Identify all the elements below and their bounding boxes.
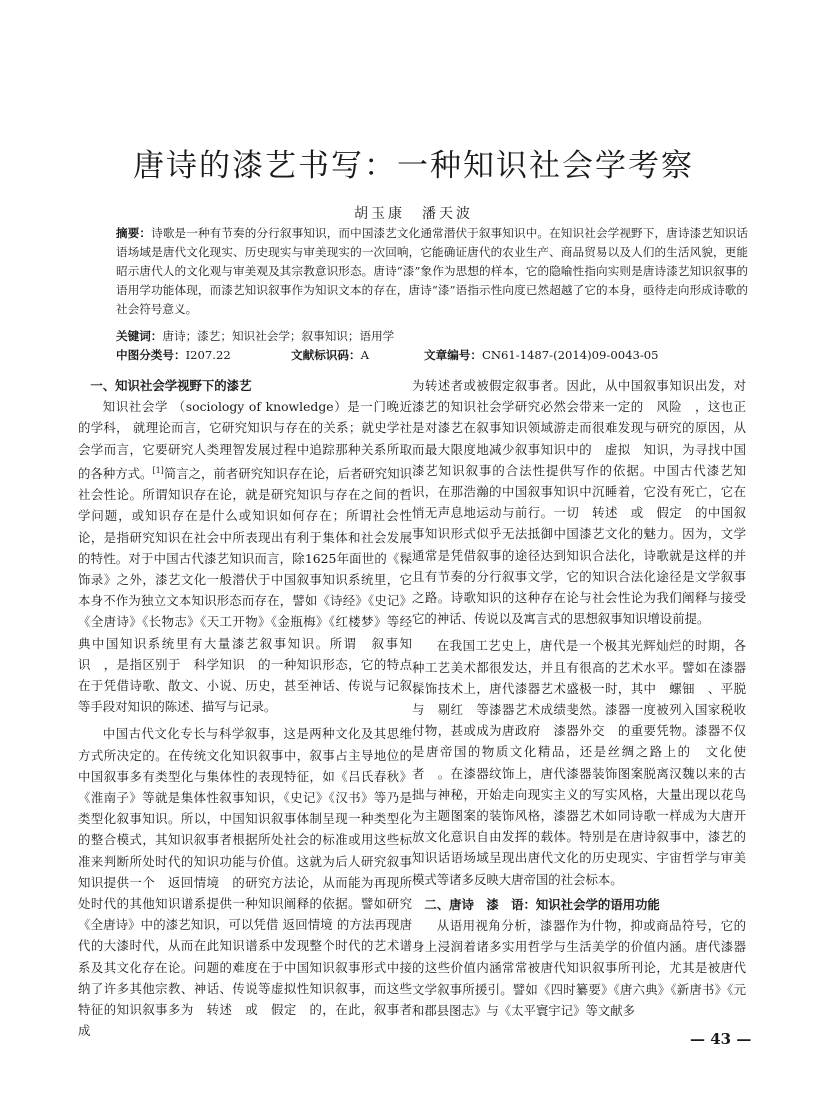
left-paragraph-2: 中国古代文化专长与科学叙事，这是两种文化及其思维方式所决定的。在传统文化知识叙事中，叙事占主导地位的中国叙事多有类型化与集体性的表现特征，如《吕氏春秋》《淮南子》等就是集体性叙事知识，《史记》《汉书》等乃是类型化叙事知识。所以，中国知识叙事体制呈现一种类型化的整合模式，其知识叙事者根据所处社会的标准或用这些标准来判断所处时代的知识功能与价值。这就为后人研究叙事知识提供一个 返回情境 的研究方法论，从而能为再现所处时代的其他知识谱系提供一种知识阐释的依据。譬如研究《全唐诗》中的漆艺知识，可以凭借 返回情境 的方法再现唐代的大漆时代，从而在此知识谱系中发现整个时代的艺术谱系及其文化存在论。问题的难度在于中国知识叙事形式中接纳了许多其他宗教、神话、传说等虚拟性知识叙事，而这些特征的知识叙事多为 转述 或 假定 的，在此，叙事者成 — [78, 726, 412, 1039]
section-heading-1: 一、知识社会学视野下的漆艺 — [90, 378, 252, 393]
clc-item — [116, 346, 231, 364]
doc-code-label: 文献标识码： — [291, 348, 361, 362]
article-title: 唐诗的漆艺书写：一种知识社会学考察 — [133, 148, 694, 184]
abstract-label: 摘要： — [116, 226, 152, 240]
right-paragraph-2: 在我国工艺史上，唐代是一个极其光辉灿烂的时期，各种工艺美术都很发达，并且有很高的艺术水平。譬如在漆器髹饰技术上，唐代漆器艺术盛极一时，其中 螺钿 、平脱 与 剔红 等漆器艺术成绩斐然。漆器一度被列入国家税收付物，甚或成为唐政府 漆器外交 的重要凭物。漆器不仅是唐帝国的物质文化精品，还是丝绸之路上的 文化使者 。在漆器纹饰上，唐代漆器装饰图案脱离汉魏以来的古拙与神秘，开始走向现实主义的写实风格，大量出现以花鸟为主题图案的装饰风格，漆器艺术如同诗歌一样成为大唐开放文化意识自由发挥的载体。特别是在唐诗叙事中，漆艺的知识话语场域呈现出唐代文化的历史现实、宇宙哲学与审美模式等诸多反映大唐帝国的社会标本。 — [412, 638, 759, 887]
clc-label: 中图分类号： — [116, 348, 186, 362]
article-no-label: 文章编号： — [424, 348, 482, 362]
doc-code-item — [291, 346, 369, 364]
right-column — [412, 375, 759, 1021]
page-number: — 43 — — [690, 1030, 752, 1048]
abstract-text: 诗歌是一种有节奏的分行叙事知识，而中国漆艺文化通常潜伏于叙事知识中。在知识社会学视野下，唐诗漆艺知识话语场域是唐代文化现实、历史现实与审美现实的一次回响，它能确证唐代的农业生产、商品贸易以及人们的生活风貌，更能昭示唐代人的文化观与审美观及其宗教意识形态。唐诗“漆”象作为思想的样本，它的隐喻性指向实则是唐诗漆艺知识叙事的语用学功能体现，而漆艺知识叙事作为知识文本的存在，唐诗“漆”语指示性向度已然超越了它的本身，亟待走向形成诗歌的社会符号意义。 — [116, 226, 748, 316]
left-column — [78, 375, 412, 1041]
doc-code-value: A — [360, 348, 369, 362]
article-no-value: CN61-1487-(2014)09-0043-05 — [481, 348, 659, 362]
section-heading-2: 二、唐诗 漆 语：知识社会学的语用功能 — [424, 896, 660, 912]
left-paragraph-1a: 知识社会学 （sociology of knowledge）是一门晚近的学科， 就理论而言，它研究知识与存在的关系；就史学社会学而言，它要研究人类理智发展过程中追踪那种关系所取的各种方式。 — [78, 399, 412, 481]
clc-value: I207.22 — [185, 348, 231, 362]
keywords-label: 关键词： — [116, 329, 163, 343]
article-no-item — [424, 346, 659, 364]
article-authors: 胡玉康 潘天波 — [354, 206, 473, 222]
abstract — [116, 224, 748, 319]
citation-1: [1] — [152, 465, 164, 475]
right-paragraph-1: 为转述者或被假定叙事者。因此，从中国叙事知识出发，对漆艺的知识社会学研究必然会带来一定的 风险 ，这也正是对漆艺在叙事知识领域游走而很难发现与研究的原因，从而最大限度地减少叙事知识中的 虚拟 知识，为寻找中国漆艺知识叙事的合法性提供写作的依据。中国古代漆艺知识，在那浩瀚的中国叙事知识中沉睡着，它没有死亡，它在悄无声息地运动与前行。一切 转述 或 假定 的中国叙事知识形式似乎无法抵御中国漆艺文化的魅力。因为，文学通常是凭借叙事的途径达到知识合法化，诗歌就是这样的并且有节奏的分行叙事文学，它的知识合法化途径是文学叙事之路。诗歌知识的这种存在论与社会性论为我们阐释与接受它的神话、传说以及寓言式的思想叙事知识增设前提。 — [412, 378, 746, 627]
left-paragraph-1 — [78, 396, 412, 717]
left-paragraph-1b: 简言之，前者研究知识存在论，后者研究知识社会性论。所谓知识存在论，就是研究知识与存在之间的哲学问题，或知识存在是什么或知识如何存在；所谓社会性论，是指研究知识在社会中所表现出有利于集体和社会发展的特性。对于中国古代漆艺知识而言，除1625年面世的《髹饰录》之外，漆艺文化一般潜伏于中国叙事知识系统里，它本身不作为独立文本知识形态而存在，譬如《诗经》《史记》《全唐诗》《长物志》《天工开物》《金瓶梅》《红楼梦》等经典中国知识系统里有大量漆艺叙事知识。所谓 叙事知识 ，是指区别于 科学知识 的一种知识形态，它的特点在于凭借诗歌、散文、小说、历史，甚至神话、传说与记叙等手段对知识的陈述、描写与记录。 — [78, 465, 413, 715]
keywords-text: 唐诗；漆艺；知识社会学；叙事知识；语用学 — [162, 329, 395, 343]
right-paragraph-3: 从语用视角分析，漆器作为什物，抑或商品符号，它的身上浸润着诸多实用哲学与生活美学的价值内涵。唐代漆器的这些价值内涵常常被唐代知识叙事所刊论，尤其是被唐代文学叙事所援引。譬如《四时纂要》《唐六典》《新唐书》《元和郡县图志》与《太平寰宇记》等文献多 — [412, 918, 746, 1018]
keywords — [116, 327, 748, 345]
